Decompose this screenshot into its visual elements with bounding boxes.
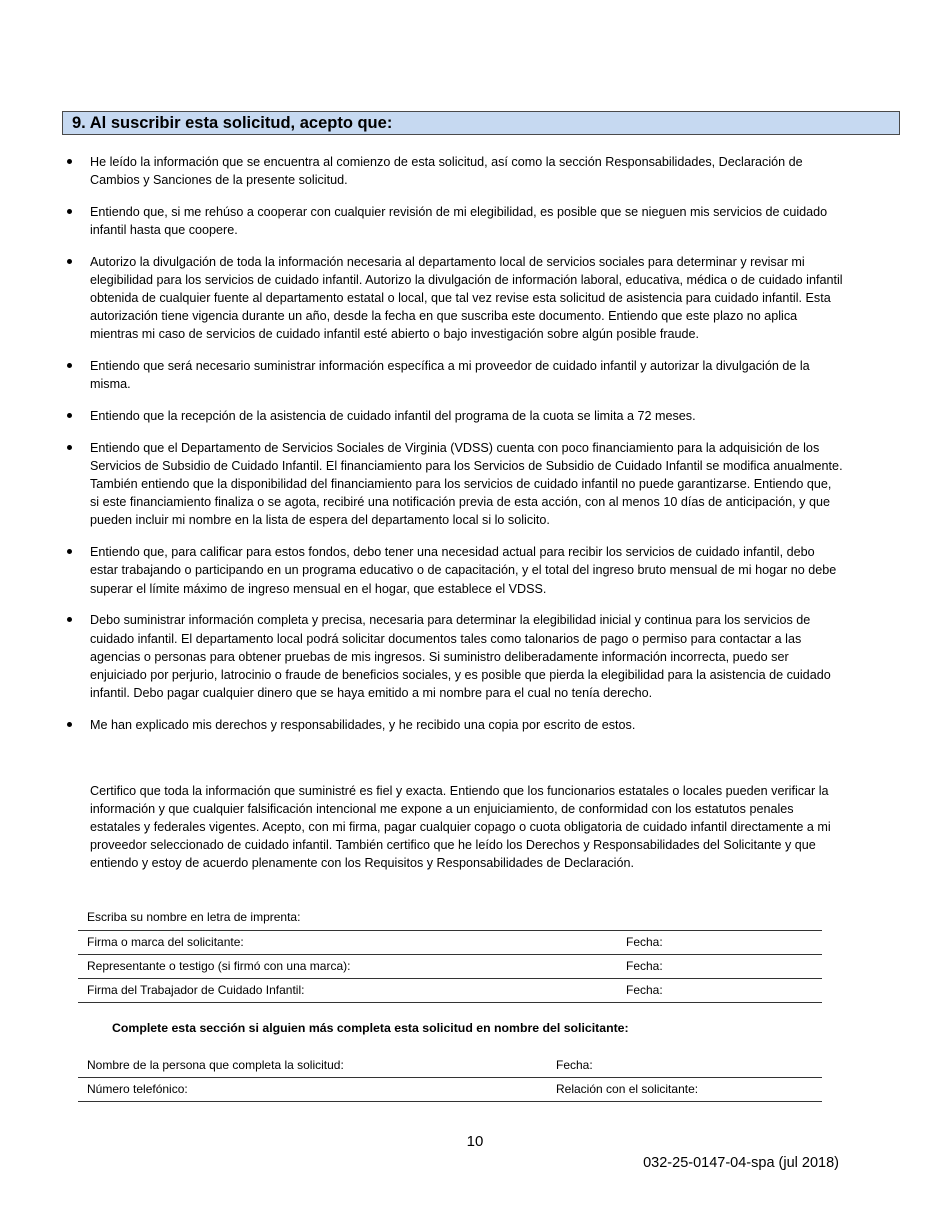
- list-item-text: Me han explicado mis derechos y responsabilidades, y he recibido una copia por escrito de estos.: [90, 717, 636, 732]
- relationship-label: Relación con el solicitante:: [556, 1082, 699, 1096]
- bullet-icon: [67, 722, 72, 727]
- list-item: [66, 439, 844, 529]
- list-item-text: Entiendo que el Departamento de Servicios Sociales de Virginia (VDSS) cuenta con poco financiamiento para la adquisición de los Servicios de Subsidio de Cuidado Infantil. El financiamiento para los Servicios de Subsidio de Cuidado Infantil se modifica anualmente. También entiendo que la disponibilidad del financiamiento para los servicios de cuidado infantil no puede garantizarse. Entiendo que, si este financiamiento finaliza o se agota, recibiré una notificación previa de esta acción, con al menos 10 días de anticipación, y que pueden incluir mi nombre en la lista de espera del departamento local si lo solicito.: [90, 441, 843, 528]
- list-item: [66, 716, 844, 734]
- list-item: [66, 611, 844, 701]
- other-person-row[interactable]: [78, 1054, 822, 1077]
- date-label: Fecha:: [556, 1058, 593, 1072]
- print-name-label: Escriba su nombre en letra de imprenta:: [87, 910, 301, 924]
- list-item-text: Entiendo que, si me rehúso a cooperar con cualquier revisión de mi elegibilidad, es posible que se nieguen mis servicios de cuidado infantil hasta que coopere.: [90, 204, 828, 238]
- list-item: [66, 153, 844, 189]
- other-person-table: [78, 1054, 822, 1102]
- signature-table: [78, 930, 822, 1003]
- phone-label: Número telefónico:: [87, 1082, 188, 1096]
- bullet-icon: [67, 617, 72, 622]
- list-item: [66, 357, 844, 393]
- list-item: [66, 203, 844, 239]
- bullet-icon: [67, 209, 72, 214]
- signature-row[interactable]: [78, 978, 822, 1003]
- other-person-row[interactable]: [78, 1077, 822, 1102]
- worker-signature-label: Firma del Trabajador de Cuidado Infantil:: [87, 983, 305, 997]
- form-id: 032-25-0147-04-spa (jul 2018): [643, 1155, 839, 1171]
- bullet-icon: [67, 363, 72, 368]
- list-item-text: Debo suministrar información completa y precisa, necesaria para determinar la elegibilidad inicial y continua para los servicios de cuidado infantil. El departamento local podrá solicitar documentos tales como talonarios de pago o permiso para contactar a las agencias o personas para obtener pruebas de mis ingresos. Si suministro deliberadamente información incorrecta, puedo ser enjuiciado por perjurio, latrocinio o fraude de beneficios sociales, y es posible que pierda la elegibilidad para la asistencia de cuidado infantil. Debo pagar cualquier dinero que se haya emitido a mi nombre para el cual no tenía derecho.: [90, 613, 831, 700]
- section-title: 9. Al suscribir esta solicitud, acepto que:: [62, 111, 900, 135]
- bullet-icon: [67, 413, 72, 418]
- date-label: Fecha:: [626, 935, 663, 949]
- page-number: 10: [466, 1133, 484, 1150]
- agreement-list: [66, 153, 844, 748]
- list-item: [66, 407, 844, 425]
- signature-row[interactable]: [78, 930, 822, 954]
- certification-paragraph: Certifico que toda la información que suministré es fiel y exacta. Entiendo que los funcionarios estatales o locales pueden verificar la información y que cualquier falsificación intencional me expone a un enjuiciamiento, de conformidad con los estatutos penales estatales y federales vigentes. Acepto, con mi firma, pagar cualquier copago o cuota obligatoria de cuidado infantil directamente a mi proveedor seleccionado de cuidado infantil. También certifico que he leído los Derechos y Responsabilidades del Solicitante y que entiendo y estoy de acuerdo plenamente con los Requisitos y Responsabilidades de Declaración.: [90, 784, 831, 871]
- bullet-icon: [67, 259, 72, 264]
- witness-signature-label: Representante o testigo (si firmó con una marca):: [87, 959, 351, 973]
- list-item-text: Entiendo que será necesario suministrar información específica a mi proveedor de cuidado infantil y autorizar la divulgación de la misma.: [90, 359, 810, 392]
- bullet-icon: [67, 159, 72, 164]
- list-item-text: He leído la información que se encuentra al comienzo de esta solicitud, así como la sección Responsabilidades, Declaración de Cambios y Sanciones de la presente solicitud.: [90, 155, 803, 188]
- list-item-text: Entiendo que, para calificar para estos fondos, debo tener una necesidad actual para recibir los servicios de cuidado infantil, debo estar trabajando o participando en un programa educativo o de capacitación, y el total del ingreso bruto mensual de mi hogar no debe superar el límite máximo de ingreso mensual en el hogar, que establece el VDSS.: [90, 545, 837, 596]
- signature-row[interactable]: [78, 954, 822, 978]
- list-item: [66, 253, 844, 343]
- bullet-icon: [67, 549, 72, 554]
- applicant-signature-label: Firma o marca del solicitante:: [87, 935, 244, 949]
- list-item-text: Autorizo la divulgación de toda la información necesaria al departamento local de servicios sociales para determinar y revisar mi elegibilidad para los servicios de cuidado infantil. Autorizo la divulgación de información laboral, educativa, médica o de cuidado infantil obtenida de cualquier fuente al departamento estatal o local, que tal vez revise esta solicitud de asistencia para cuidado infantil. Esta autorización tiene vigencia durante un año, desde la fecha en que suscriba este documento. Entiendo que este plazo no aplica mientras mi caso de servicios de cuidado infantil esté abierto o bajo investigación sobre algún posible fraude.: [90, 254, 843, 342]
- date-label: Fecha:: [626, 983, 663, 997]
- list-item: [66, 543, 844, 597]
- bullet-icon: [67, 445, 72, 450]
- date-label: Fecha:: [626, 959, 663, 973]
- completer-name-label: Nombre de la persona que completa la solicitud:: [87, 1058, 344, 1072]
- other-person-note: Complete esta sección si alguien más completa esta solicitud en nombre del solicitante:: [112, 1021, 629, 1035]
- list-item-text: Entiendo que la recepción de la asistencia de cuidado infantil del programa de la cuota se limita a 72 meses.: [90, 409, 696, 424]
